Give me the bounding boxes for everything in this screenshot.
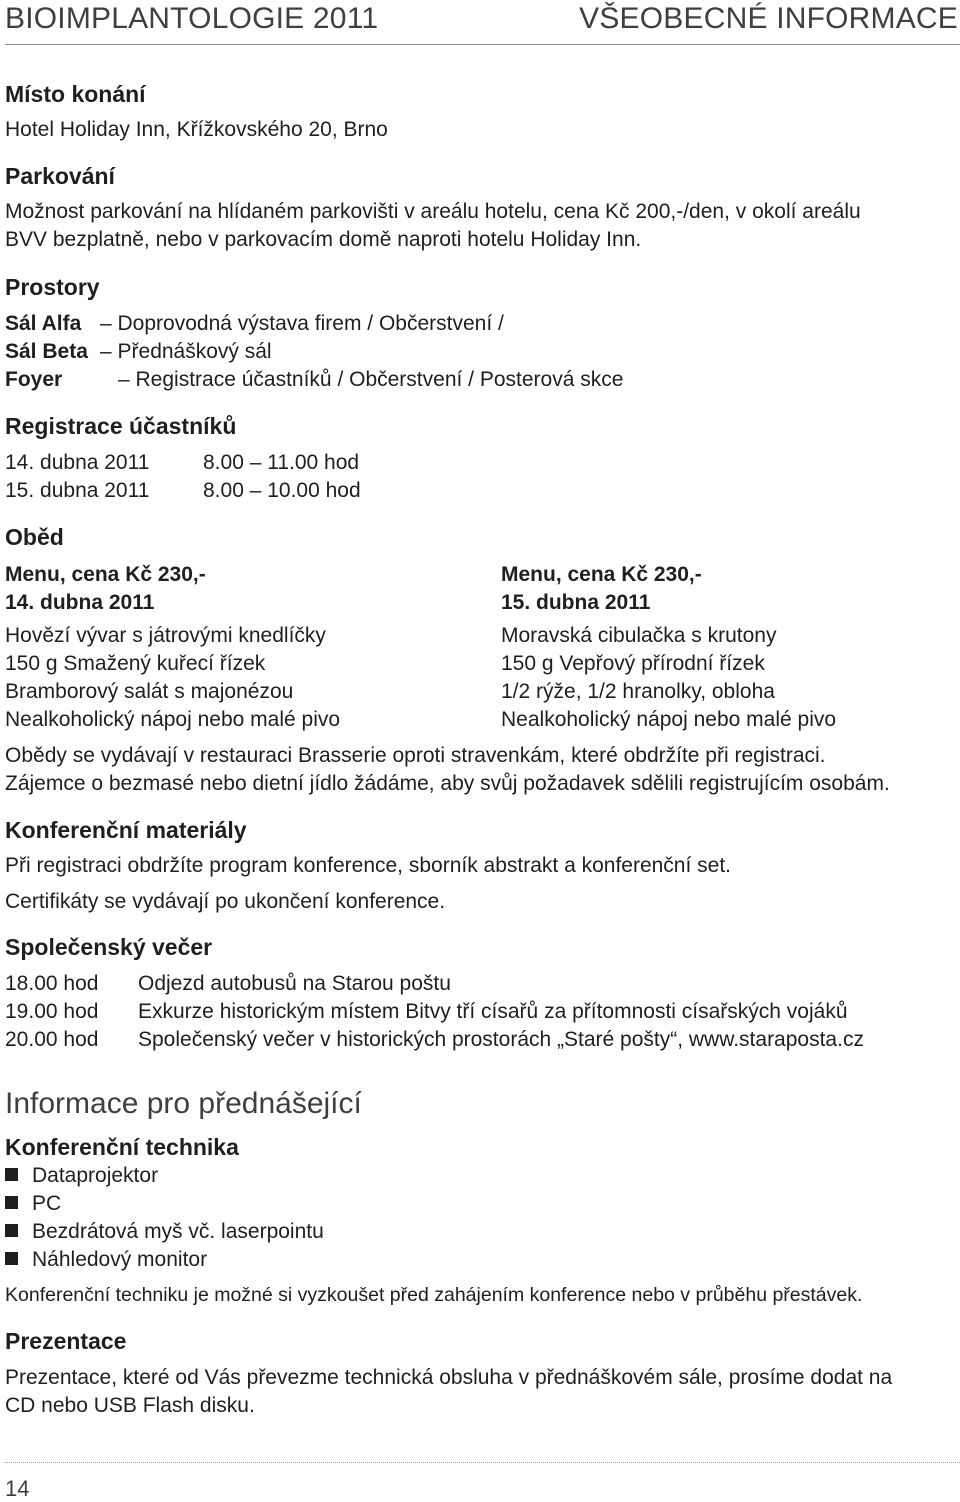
tech-item <box>5 1190 61 1218</box>
registration-heading: Registrace účastníků <box>5 413 237 439</box>
space-desc-alfa: – Doprovodná výstava firem / Občerstvení / <box>100 312 504 335</box>
evening-text-1: Odjezd autobusů na Starou poštu <box>138 972 451 995</box>
bullet-square-icon <box>5 1196 18 1209</box>
tech-item-label: Dataprojektor <box>32 1164 159 1187</box>
tech-item <box>5 1162 158 1190</box>
lunch-item-1-2: 150 g Smažený kuřecí řízek <box>5 652 266 675</box>
lunch-item-1-1: Hovězí vývar s játrovými knedlíčky <box>5 624 326 647</box>
registration-date-1: 14. dubna 2011 <box>5 451 150 474</box>
tech-item <box>5 1218 324 1246</box>
page-number: 14 <box>5 1476 30 1501</box>
bullet-square-icon <box>5 1168 18 1181</box>
tech-note: Konferenční techniku je možné si vyzkoušet před zahájením konference nebo v průběhu přestávek. <box>5 1284 863 1306</box>
bullet-square-icon <box>5 1224 18 1237</box>
bullet-square-icon <box>5 1252 18 1265</box>
tech-item-label: Náhledový monitor <box>32 1248 208 1271</box>
venue-text: Hotel Holiday Inn, Křížkovského 20, Brno <box>5 118 388 141</box>
tech-item-label: PC <box>32 1192 62 1215</box>
space-name-alfa: Sál Alfa <box>5 312 82 335</box>
space-desc-beta: – Přednáškový sál <box>100 340 272 363</box>
presentation-line-1: Prezentace, které od Vás převezme technická obsluha v přednáškovém sále, prosíme dodat na <box>5 1366 893 1389</box>
registration-date-2: 15. dubna 2011 <box>5 479 150 502</box>
lunch-menu-2: Menu, cena Kč 230,- <box>501 563 702 586</box>
parking-line-2: BVV bezplatně, nebo v parkovacím domě naproti hotelu Holiday Inn. <box>5 228 642 251</box>
lunch-date-1: 14. dubna 2011 <box>5 591 155 614</box>
lunch-note-2: Zájemce o bezmasé nebo dietní jídlo žádáme, aby svůj požadavek sdělili registrujícím osobám. <box>5 772 890 795</box>
lunch-item-2-2: 150 g Vepřový přírodní řízek <box>501 652 765 675</box>
tech-item-label: Bezdrátová myš vč. laserpointu <box>32 1220 324 1243</box>
lunch-date-2: 15. dubna 2011 <box>501 591 651 614</box>
venue-heading: Místo konání <box>5 81 146 107</box>
header-rule <box>5 44 960 45</box>
registration-time-2: 8.00 – 10.00 hod <box>203 479 361 502</box>
lunch-item-1-3: Bramborový salát s majonézou <box>5 680 294 703</box>
materials-heading: Konferenční materiály <box>5 817 247 843</box>
presentation-heading: Prezentace <box>5 1328 127 1354</box>
tech-heading: Konferenční technika <box>5 1134 239 1160</box>
tech-item <box>5 1246 207 1274</box>
evening-time-1: 18.00 hod <box>5 972 99 995</box>
evening-time-3: 20.00 hod <box>5 1028 99 1051</box>
speakers-title: Informace pro přednášející <box>5 1087 362 1120</box>
lunch-item-2-4: Nealkoholický nápoj nebo malé pivo <box>501 708 837 731</box>
lunch-item-2-3: 1/2 rýže, 1/2 hranolky, obloha <box>501 680 775 703</box>
header-title-left: BIOIMPLANTOLOGIE 2011 <box>5 2 379 35</box>
lunch-note-1: Obědy se vydávají v restauraci Brasserie oproti stravenkám, které obdržíte při registraci. <box>5 744 826 767</box>
space-desc-foyer: – Registrace účastníků / Občerstvení / Posterová skce <box>118 368 624 391</box>
lunch-heading: Oběd <box>5 524 64 550</box>
materials-line-2: Certifikáty se vydávají po ukončení konference. <box>5 890 446 913</box>
space-name-beta: Sál Beta <box>5 340 88 363</box>
lunch-item-1-4: Nealkoholický nápoj nebo malé pivo <box>5 708 341 731</box>
evening-time-2: 19.00 hod <box>5 1000 99 1023</box>
footer-rule <box>5 1462 960 1463</box>
parking-heading: Parkování <box>5 163 115 189</box>
presentation-line-2: CD nebo USB Flash disku. <box>5 1394 255 1417</box>
registration-time-1: 8.00 – 11.00 hod <box>203 451 360 474</box>
spaces-heading: Prostory <box>5 274 100 300</box>
header-title-right: VŠEOBECNÉ INFORMACE <box>579 2 958 35</box>
lunch-item-2-1: Moravská cibulačka s krutony <box>501 624 777 647</box>
materials-line-1: Při registraci obdržíte program konference, sborník abstrakt a konferenční set. <box>5 854 732 877</box>
evening-heading: Společenský večer <box>5 934 213 960</box>
running-header <box>5 2 958 38</box>
space-name-foyer: Foyer <box>5 368 63 391</box>
parking-line-1: Možnost parkování na hlídaném parkovišti v areálu hotelu, cena Kč 200,-/den, v okolí areálu <box>5 200 861 223</box>
evening-text-3: Společenský večer v historických prostorách „Staré pošty“, www.staraposta.cz <box>138 1028 864 1051</box>
lunch-menu-1: Menu, cena Kč 230,- <box>5 563 206 586</box>
evening-text-2: Exkurze historickým místem Bitvy tří císařů za přítomnosti císařských vojáků <box>138 1000 848 1023</box>
